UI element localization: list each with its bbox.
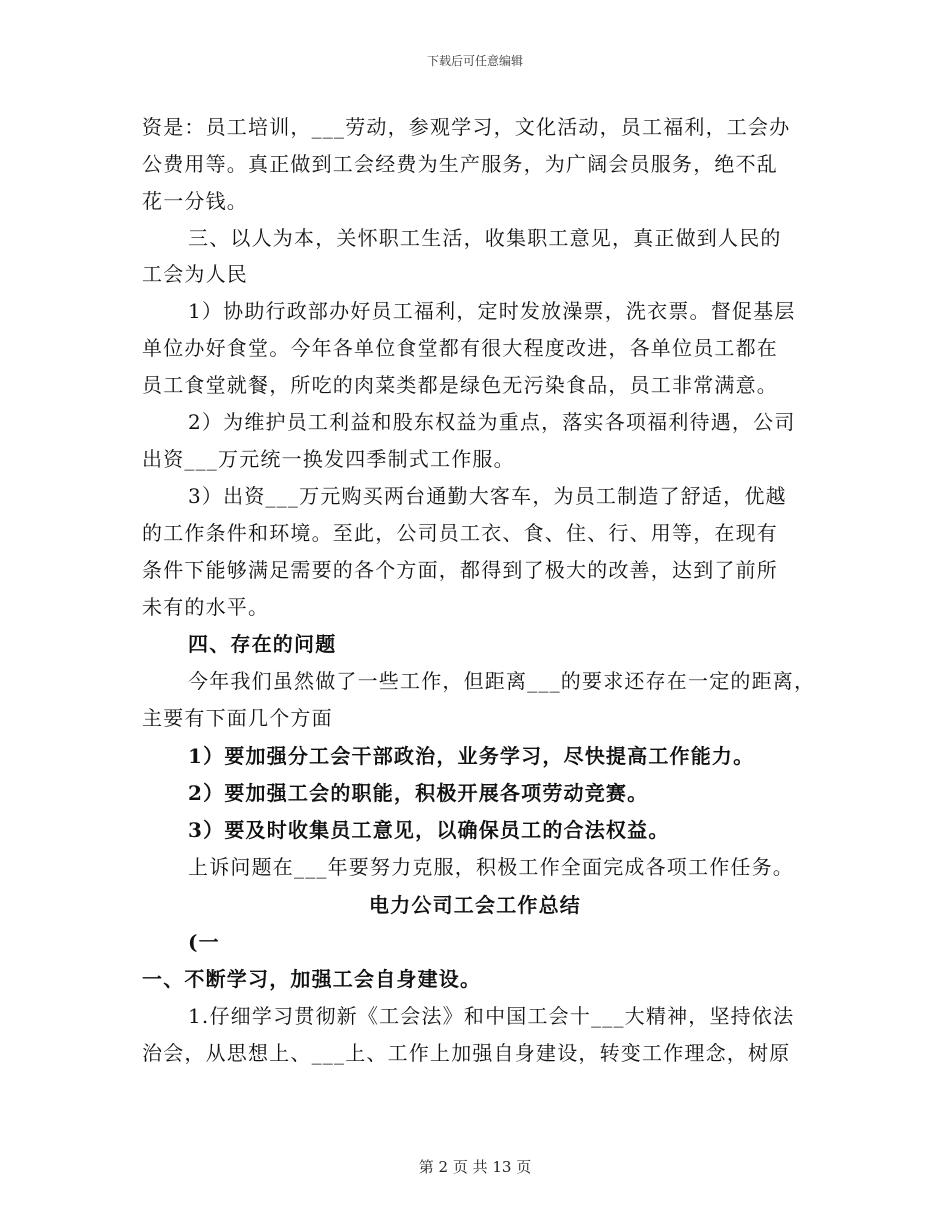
section-heading-3: 三、以人为本，关怀职工生活，收集职工意见，真正做到人民的 bbox=[188, 226, 782, 250]
list-item-2: 2）为维护员工利益和股东权益为重点，落实各项福利待遇，公司 bbox=[188, 410, 796, 434]
body-line: 花一分钱。 bbox=[142, 189, 248, 213]
list-item-3: 3）出资___万元购买两台通勤大客车，为员工制造了舒适，优越 bbox=[188, 484, 787, 508]
problem-item-2: 2）要加强工会的职能，积极开展各项劳动竞赛。 bbox=[188, 781, 649, 805]
body-line: 工会为人民 bbox=[142, 262, 248, 286]
body-line: 的工作条件和环境。至此，公司员工衣、食、住、行、用等，在现有 bbox=[142, 521, 778, 545]
page-footer: 第 2 页 共 13 页 bbox=[418, 1158, 532, 1176]
body-line: 出资___万元统一换发四季制式工作服。 bbox=[142, 447, 515, 471]
problem-item-3: 3）要及时收集员工意见，以确保员工的合法权益。 bbox=[188, 818, 670, 842]
document-title: 电力公司工会工作总结 bbox=[369, 893, 581, 917]
body-line: 公费用等。真正做到工会经费为生产服务，为广阔会员服务，绝不乱 bbox=[142, 152, 778, 176]
list-item-1: 1）协助行政部办好员工福利，定时发放澡票，洗衣票。督促基层 bbox=[188, 299, 796, 323]
body-line: 今年我们虽然做了一些工作，但距离___的要求还存在一定的距离， bbox=[188, 669, 816, 693]
body-line: 治会，从思想上、___上、工作上加强自身建设，转变工作理念，树原 bbox=[142, 1041, 791, 1065]
section-heading-1: 一、不断学习，加强工会自身建设。 bbox=[142, 967, 482, 991]
body-line: 上诉问题在___年要努力克服，积极工作全面完成各项工作任务。 bbox=[188, 855, 794, 879]
body-line: 主要有下面几个方面 bbox=[142, 706, 333, 730]
subtitle-marker: (一 bbox=[188, 930, 220, 954]
body-line: 条件下能够满足需要的各个方面，都得到了极大的改善，达到了前所 bbox=[142, 558, 778, 582]
problem-item-1: 1）要加强分工会干部政治，业务学习，尽快提高工作能力。 bbox=[188, 744, 755, 768]
body-line: 单位办好食堂。今年各单位食堂都有很大程度改进，各单位员工都在 bbox=[142, 336, 778, 360]
body-line: 员工食堂就餐，所吃的肉菜类都是绿色无污染食品，员工非常满意。 bbox=[142, 373, 778, 397]
body-line: 1.仔细学习贯彻新《工会法》和中国工会十___大精神，坚持依法 bbox=[188, 1004, 795, 1028]
page-header: 下载后可任意编辑 bbox=[426, 54, 523, 68]
body-line: 资是：员工培训，___劳动，参观学习，文化活动，员工福利，工会办 bbox=[142, 115, 791, 139]
body-line: 未有的水平。 bbox=[142, 595, 270, 619]
section-heading-4: 四、存在的问题 bbox=[188, 632, 337, 656]
